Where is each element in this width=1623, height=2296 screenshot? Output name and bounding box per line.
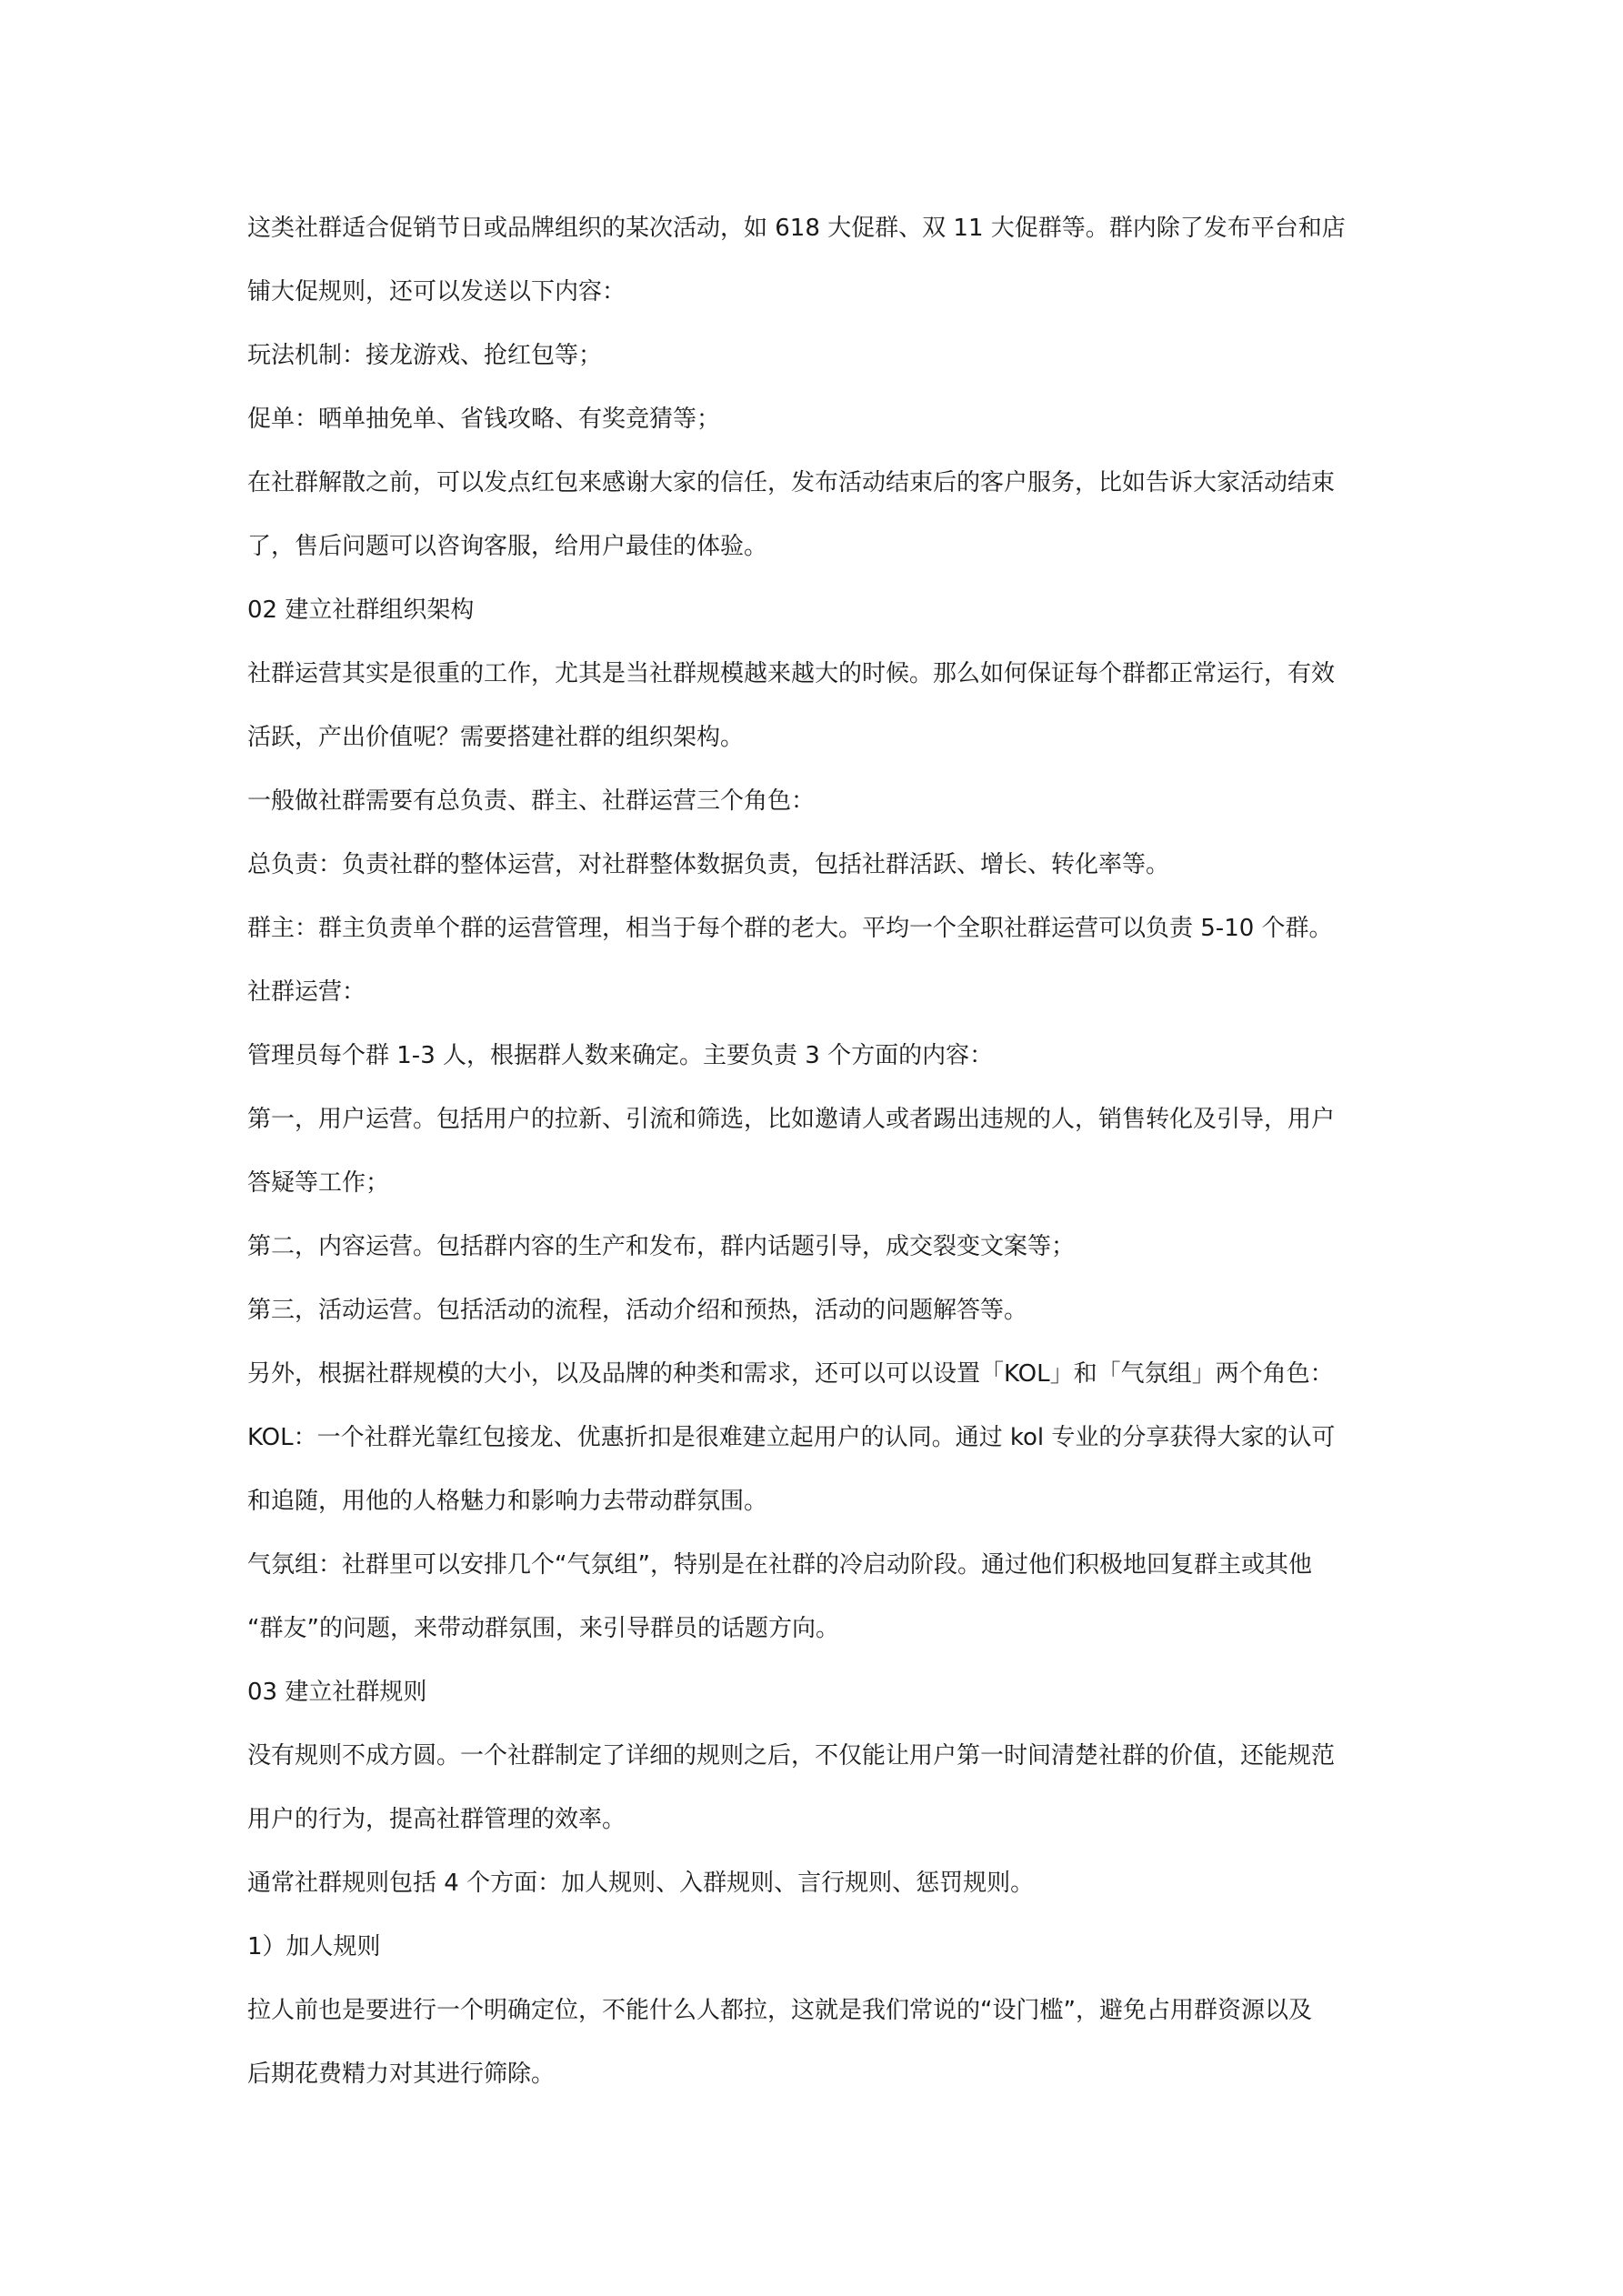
paragraph-line: 这类社群适合促销节日或品牌组织的某次活动，如 618 大促群、双 11 大促群等。群内除了发布平台和店	[247, 215, 1346, 242]
subsection-heading: 1）加人规则	[247, 1933, 381, 1960]
paragraph-line: 通常社群规则包括 4 个方面：加人规则、入群规则、言行规则、惩罚规则。	[247, 1870, 1035, 1897]
paragraph-line: 促单：晒单抽免单、省钱攻略、有奖竞猜等；	[247, 406, 721, 433]
paragraph-line: 活跃，产出价值呢？需要搭建社群的组织架构。	[247, 724, 745, 751]
paragraph-line: 了，售后问题可以咨询客服，给用户最佳的体验。	[247, 533, 768, 560]
paragraph-line: 玩法机制：接龙游戏、抢红包等；	[247, 342, 603, 369]
paragraph-line: 答疑等工作；	[247, 1169, 390, 1197]
paragraph-line: 社群运营其实是很重的工作，尤其是当社群规模越来越大的时候。那么如何保证每个群都正常运行，有效	[247, 660, 1336, 687]
paragraph-line: 第二，内容运营。包括群内容的生产和发布，群内话题引导，成交裂变文案等；	[247, 1233, 1076, 1260]
section-heading: 02 建立社群组织架构	[247, 597, 475, 624]
paragraph-line: 用户的行为，提高社群管理的效率。	[247, 1806, 626, 1833]
paragraph-line: 总负责：负责社群的整体运营，对社群整体数据负责，包括社群活跃、增长、转化率等。	[247, 851, 1170, 878]
paragraph-line: 管理员每个群 1-3 人，根据群人数来确定。主要负责 3 个方面的内容：	[247, 1042, 994, 1069]
paragraph-line: KOL：一个社群光靠红包接龙、优惠折扣是很难建立起用户的认同。通过 kol 专业的分享获得大家的认可	[247, 1424, 1336, 1451]
paragraph-line: 在社群解散之前，可以发点红包来感谢大家的信任，发布活动结束后的客户服务，比如告诉大家活动结束	[247, 469, 1336, 496]
paragraph-line: “群友”的问题，来带动群氛围，来引导群员的话题方向。	[247, 1615, 839, 1642]
paragraph-line: 铺大促规则，还可以发送以下内容：	[247, 278, 626, 306]
paragraph-line: 一般做社群需要有总负责、群主、社群运营三个角色：	[247, 787, 816, 815]
paragraph-line: 气氛组：社群里可以安排几个“气氛组”，特别是在社群的冷启动阶段。通过他们积极地回复群主或其他	[247, 1551, 1312, 1579]
paragraph-line: 拉人前也是要进行一个明确定位，不能什么人都拉，这就是我们常说的“设门槛”，避免占用群资源以及	[247, 1997, 1312, 2024]
paragraph-line: 没有规则不成方圆。一个社群制定了详细的规则之后，不仅能让用户第一时间清楚社群的价值，还能规范	[247, 1742, 1336, 1770]
paragraph-line: 社群运营：	[247, 978, 366, 1006]
paragraph-line: 群主：群主负责单个群的运营管理，相当于每个群的老大。平均一个全职社群运营可以负责 5-10 个群。	[247, 915, 1333, 942]
paragraph-line: 第一，用户运营。包括用户的拉新、引流和筛选，比如邀请人或者踢出违规的人，销售转化及引导，用户	[247, 1106, 1336, 1133]
section-heading: 03 建立社群规则	[247, 1679, 427, 1706]
paragraph-line: 另外，根据社群规模的大小，以及品牌的种类和需求，还可以可以设置「KOL」和「气氛组」两个角色：	[247, 1360, 1334, 1388]
paragraph-line: 第三，活动运营。包括活动的流程，活动介绍和预热，活动的问题解答等。	[247, 1297, 1028, 1324]
paragraph-line: 后期花费精力对其进行筛除。	[247, 2060, 556, 2088]
paragraph-line: 和追随，用他的人格魅力和影响力去带动群氛围。	[247, 1488, 768, 1515]
